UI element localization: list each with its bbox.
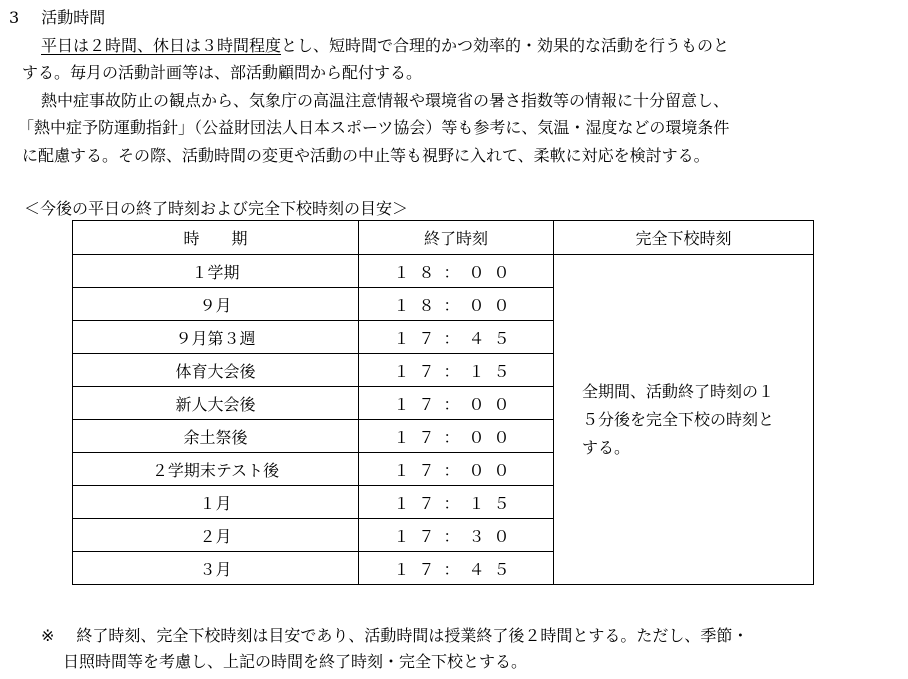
header-end-time: 終了時刻 — [359, 221, 554, 255]
period-cell: ９月 — [73, 288, 359, 321]
period-cell: ９月第３週 — [73, 321, 359, 354]
period-cell: ２学期末テスト後 — [73, 453, 359, 486]
period-cell: １学期 — [73, 255, 359, 288]
table-header-row — [73, 221, 814, 255]
full-dismissal-note: 全期間、活動終了時刻の１５分後を完全下校の時刻とする。 — [554, 255, 814, 585]
period-cell: 体育大会後 — [73, 354, 359, 387]
footnote-line-1 — [41, 626, 748, 646]
end-time-cell: １７：４５ — [359, 321, 554, 354]
header-full-dismissal: 完全下校時刻 — [554, 221, 814, 255]
table-caption: ＜今後の平日の終了時刻および完全下校時刻の目安＞ — [24, 199, 409, 218]
footnote-line-2: 日照時間等を考慮し、上記の時間を終了時刻・完全下校とする。 — [63, 652, 528, 671]
end-time-cell: １７：００ — [359, 420, 554, 453]
paragraph-2-line-1: 熱中症事故防止の観点から、気象庁の高温注意情報や環境省の暑さ指数等の情報に十分留意し、 — [41, 91, 730, 110]
end-time-cell: １８：００ — [359, 288, 554, 321]
header-period: 時 期 — [73, 221, 359, 255]
section-title: 活動時間 — [41, 8, 106, 27]
section-number: 3 — [9, 8, 20, 27]
footnote-mark: ※ — [41, 626, 55, 645]
section-heading — [9, 8, 105, 28]
end-time-cell: １７：１５ — [359, 486, 554, 519]
table-row — [73, 255, 814, 288]
end-time-cell: １７：１５ — [359, 354, 554, 387]
period-cell: 余土祭後 — [73, 420, 359, 453]
period-cell: １月 — [73, 486, 359, 519]
end-time-cell: １７：４５ — [359, 552, 554, 585]
paragraph-2-line-2: 「熱中症予防運動指針」（公益財団法人日本スポーツ協会）等も参考に、気温・湿度などの環境条件 — [18, 118, 730, 137]
end-time-cell: １７：００ — [359, 453, 554, 486]
end-time-cell: １７：００ — [359, 387, 554, 420]
schedule-table — [72, 220, 814, 585]
paragraph-2-line-3: に配慮する。その際、活動時間の変更や活動の中止等も視野に入れて、柔軟に対応を検討する。 — [22, 146, 710, 165]
end-time-cell: １８：００ — [359, 255, 554, 288]
period-cell: ２月 — [73, 519, 359, 552]
end-time-cell: １７：３０ — [359, 519, 554, 552]
paragraph-1-line-2: する。毎月の活動計画等は、部活動顧問から配付する。 — [22, 63, 423, 82]
paragraph-1-line-1 — [41, 36, 729, 56]
paragraph-1-text: とし、短時間で合理的かつ効率的・効果的な活動を行うものと — [281, 36, 730, 55]
footnote-text-1: 終了時刻、完全下校時刻は目安であり、活動時間は授業終了後２時間とする。ただし、季節・ — [76, 626, 749, 645]
weekday-holiday-hours: 平日は２時間、休日は３時間程度 — [41, 36, 282, 55]
period-cell: ３月 — [73, 552, 359, 585]
period-cell: 新人大会後 — [73, 387, 359, 420]
